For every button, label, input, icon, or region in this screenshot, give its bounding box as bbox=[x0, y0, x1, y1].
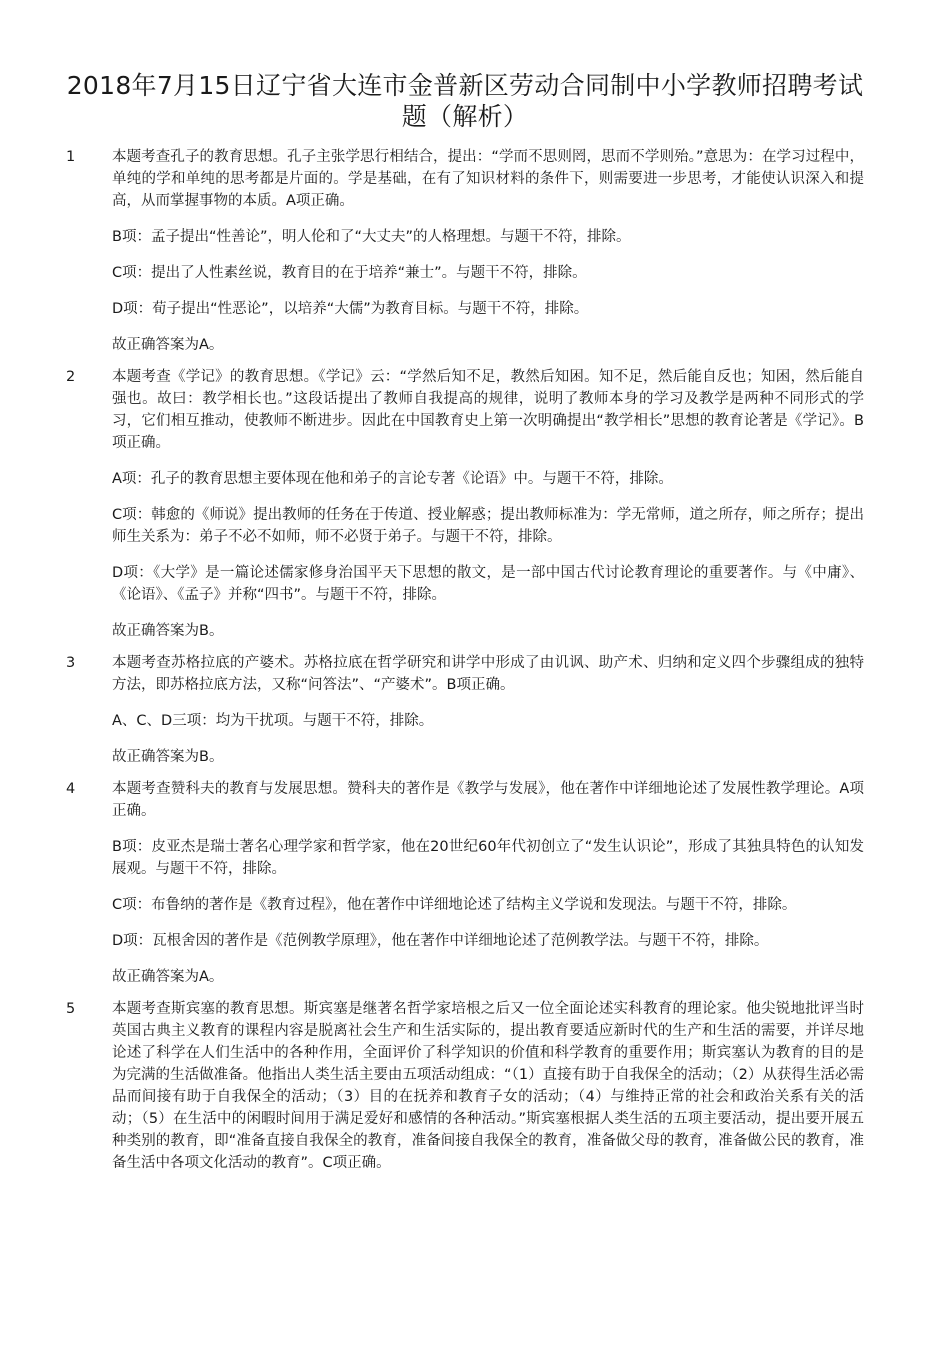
explanation-paragraph: 故正确答案为B。 bbox=[112, 749, 224, 765]
question-item bbox=[66, 366, 864, 642]
question-number: 5 bbox=[66, 1001, 76, 1017]
question-number: 2 bbox=[66, 369, 76, 385]
question-item bbox=[66, 652, 864, 768]
question-explanation bbox=[112, 366, 864, 642]
explanation-paragraph: 本题考查《学记》的教育思想。《学记》云：“学然后知不足，教然后知困。知不足，然后能自反也；知困，然后能自强也。故曰：教学相长也。”这段话提出了教师自我提高的规律，说明了教师本身的学习及教学是两种不同形式的学习，它们相互推动，使教师不断进步。因此在中国教育史上第一次明确提出“教学相长”思想的教育论著是《学记》。B项正确。 bbox=[112, 369, 864, 451]
explanation-paragraph: C项：韩愈的《师说》提出教师的任务在于传道、授业解惑；提出教师标准为：学无常师，道之所存，师之所存；提出师生关系为：弟子不必不如师，师不必贤于弟子。与题干不符，排除。 bbox=[112, 507, 864, 545]
explanation-paragraph: 故正确答案为A。 bbox=[112, 969, 224, 985]
explanation-paragraph: 故正确答案为B。 bbox=[112, 623, 224, 639]
explanation-paragraph: D项：《大学》是一篇论述儒家修身治国平天下思想的散文，是一部中国古代讨论教育理论的重要著作。与《中庸》、《论语》、《孟子》并称“四书”。与题干不符，排除。 bbox=[112, 565, 864, 603]
question-item bbox=[66, 778, 864, 988]
question-explanation bbox=[112, 146, 864, 356]
explanation-paragraph: C项：提出了人性素丝说，教育目的在于培养“兼士”。与题干不符，排除。 bbox=[112, 265, 587, 281]
explanation-paragraph: B项：孟子提出“性善论”，明人伦和了“大丈夫”的人格理想。与题干不符，排除。 bbox=[112, 229, 631, 245]
question-list bbox=[66, 146, 864, 1174]
document-title: 2018年7月15日辽宁省大连市金普新区劳动合同制中小学教师招聘考试题（解析） bbox=[66, 71, 864, 131]
explanation-paragraph: C项：布鲁纳的著作是《教育过程》，他在著作中详细地论述了结构主义学说和发现法。与题干不符，排除。 bbox=[112, 897, 797, 913]
explanation-paragraph: D项：瓦根舍因的著作是《范例教学原理》，他在著作中详细地论述了范例教学法。与题干不符，排除。 bbox=[112, 933, 769, 949]
explanation-paragraph: A、C、D三项：均为干扰项。与题干不符，排除。 bbox=[112, 713, 434, 729]
explanation-paragraph: D项：荀子提出“性恶论”，以培养“大儒”为教育目标。与题干不符，排除。 bbox=[112, 301, 589, 317]
explanation-paragraph: 本题考查赞科夫的教育与发展思想。赞科夫的著作是《教学与发展》，他在著作中详细地论述了发展性教学理论。A项正确。 bbox=[112, 781, 864, 819]
explanation-paragraph: B项：皮亚杰是瑞士著名心理学家和哲学家，他在20世纪60年代初创立了“发生认识论”，形成了其独具特色的认知发展观。与题干不符，排除。 bbox=[112, 839, 864, 877]
question-number: 1 bbox=[66, 149, 76, 165]
explanation-paragraph: A项：孔子的教育思想主要体现在他和弟子的言论专著《论语》中。与题干不符，排除。 bbox=[112, 471, 673, 487]
question-item bbox=[66, 146, 864, 356]
question-explanation bbox=[112, 998, 864, 1174]
question-explanation bbox=[112, 652, 864, 768]
question-number: 3 bbox=[66, 655, 76, 671]
explanation-paragraph: 本题考查孔子的教育思想。孔子主张学思行相结合，提出：“学而不思则罔，思而不学则殆。”意思为：在学习过程中，单纯的学和单纯的思考都是片面的。学是基础，在有了知识材料的条件下，则需要进一步思考，才能使认识深入和提高，从而掌握事物的本质。A项正确。 bbox=[112, 149, 864, 209]
question-item bbox=[66, 998, 864, 1174]
question-number: 4 bbox=[66, 781, 76, 797]
question-explanation bbox=[112, 778, 864, 988]
explanation-paragraph: 故正确答案为A。 bbox=[112, 337, 224, 353]
explanation-paragraph: 本题考查苏格拉底的产婆术。苏格拉底在哲学研究和讲学中形成了由讥讽、助产术、归纳和定义四个步骤组成的独特方法，即苏格拉底方法，又称“问答法”、“产婆术”。B项正确。 bbox=[112, 655, 864, 693]
explanation-paragraph: 本题考查斯宾塞的教育思想。斯宾塞是继著名哲学家培根之后又一位全面论述实科教育的理论家。他尖锐地批评当时英国古典主义教育的课程内容是脱离社会生产和生活实际的，提出教育要适应新时代的生产和生活的需要，并详尽地论述了科学在人们生活中的各种作用，全面评价了科学知识的价值和科学教育的重要作用；斯宾塞认为教育的目的是为完满的生活做准备。他指出人类生活主要由五项活动组成：“（1）直接有助于自我保全的活动；（2）从获得生活必需品而间接有助于自我保全的活动；（3）目的在抚养和教育子女的活动；（4）与维持正常的社会和政治关系有关的活动；（5）在生活中的闲暇时间用于满足爱好和感情的各种活动。”斯宾塞根据人类生活的五项主要活动，提出要开展五种类别的教育，即“准备直接自我保全的教育，准备间接自我保全的教育，准备做父母的教育，准备做公民的教育，准备生活中各项文化活动的教育”。C项正确。 bbox=[112, 1001, 864, 1171]
